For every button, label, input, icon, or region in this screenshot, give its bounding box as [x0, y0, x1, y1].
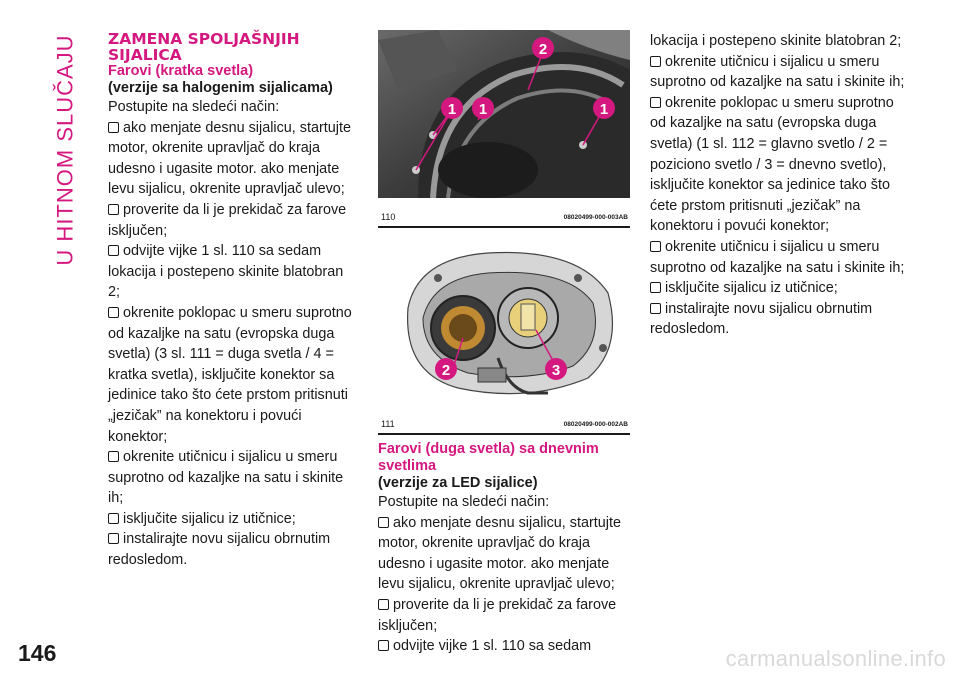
checkbox-bullet-icon — [378, 517, 389, 528]
step-text: okrenite utičnicu i sijalicu u smeru suprotno od kazaljke na satu i skinite ih; — [650, 53, 905, 91]
figure-code: 08020499-000-002AB — [563, 421, 628, 428]
svg-text:3: 3 — [551, 362, 561, 379]
step-item — [108, 303, 358, 447]
step-text: okrenite utičnicu i sijalicu u smeru suprotno od kazaljke na satu i skinite ih; — [650, 238, 905, 276]
step-item — [378, 595, 630, 636]
callout-1c — [593, 97, 615, 119]
step-item — [378, 513, 630, 595]
figure-110 — [378, 30, 630, 228]
subsection-variant: (verzije za LED sijalice) — [378, 475, 538, 491]
step-item — [108, 200, 358, 241]
continuation-text: lokacija i postepeno skinite blatobran 2; — [650, 33, 902, 49]
svg-text:1: 1 — [447, 101, 457, 118]
checkbox-bullet-icon — [108, 307, 119, 318]
checkbox-bullet-icon — [650, 97, 661, 108]
step-item — [108, 509, 358, 530]
step-item — [650, 278, 905, 299]
callout-3 — [545, 358, 567, 380]
figure-rule — [378, 226, 630, 228]
chapter-title: U HITNOM SLUČAJU — [53, 34, 78, 266]
figure-code: 08020499-000-003AB — [563, 214, 628, 221]
svg-text:2: 2 — [441, 362, 451, 379]
checkbox-bullet-icon — [108, 451, 119, 462]
checkbox-bullet-icon — [108, 122, 119, 133]
step-text: isključite sijalicu iz utičnice; — [123, 510, 296, 527]
step-item — [108, 118, 358, 200]
column-2 — [378, 441, 630, 657]
step-text: okrenite poklopac u smeru suprotno od kazaljke na satu (evropska duga svetla) (3 sl. 111 = duga svetla / 4 = kratka svetla), isključite konektor sa jedinice tako što ćete prstom pritisnuti „jezičak” na konektoru i povući konektor; — [108, 304, 352, 445]
checkbox-bullet-icon — [650, 241, 661, 252]
svg-text:1: 1 — [599, 101, 609, 118]
intro-text: Postupite na sledeći način: — [108, 99, 280, 115]
figure-number: 110 — [381, 212, 396, 222]
step-text: odvijte vijke 1 sl. 110 sa sedam — [393, 638, 592, 655]
figure-111 — [378, 238, 630, 435]
checkbox-bullet-icon — [108, 204, 119, 215]
subsection-title: Farovi (kratka svetla) — [108, 63, 254, 79]
chapter-tab — [48, 30, 84, 270]
section-title: ZAMENA SPOLJAŠNJIH SIJALICA — [108, 30, 300, 64]
wheel-arch-photo — [378, 30, 630, 198]
step-item — [650, 93, 905, 237]
watermark: carmanualsonline.info — [725, 646, 946, 671]
step-item — [108, 241, 358, 303]
step-text: okrenite poklopac u smeru suprotno od kazaljke na satu (evropska duga svetla) (1 sl. 112 = glavno svetlo / 2 = poziciono svetlo / 3 = dnevno svetlo), isključite konektor sa jedinice tako što ćete prstom pritisnuti „jezičak” na konektoru i povući konektor; — [650, 94, 894, 235]
step-text: ako menjate desnu sijalicu, startujte motor, okrenite upravljač do kraja udesno i ugasite motor. ako menjate levu sijalicu, okrenite upravljač ulevo; — [378, 514, 621, 593]
svg-text:1: 1 — [478, 101, 488, 118]
step-text: odvijte vijke 1 sl. 110 sa sedam lokacija i postepeno skinite blatobran 2; — [108, 243, 344, 301]
checkbox-bullet-icon — [650, 282, 661, 293]
subsection-title: Farovi (duga svetla) sa dnevnim svetlima — [378, 441, 599, 474]
step-list — [650, 52, 905, 340]
step-list — [378, 513, 630, 657]
intro-text: Postupite na sledeći način: — [378, 494, 550, 510]
step-text: okrenite utičnicu i sijalicu u smeru suprotno od kazaljke na satu i skinite ih; — [108, 449, 344, 507]
step-item — [650, 237, 905, 278]
step-text: proverite da li je prekidač za farove isključen; — [378, 596, 617, 634]
headlight-unit-photo — [378, 238, 630, 406]
callout-2 — [435, 358, 457, 380]
callout-1b — [472, 97, 494, 119]
step-item — [108, 529, 358, 570]
checkbox-bullet-icon — [108, 513, 119, 524]
step-item — [108, 447, 358, 509]
checkbox-bullet-icon — [108, 533, 119, 544]
checkbox-bullet-icon — [650, 56, 661, 67]
step-text: isključite sijalicu iz utičnice; — [665, 280, 838, 297]
step-item — [378, 636, 630, 657]
step-text: proverite da li je prekidač za farove isključen; — [108, 201, 347, 239]
page-number: 146 — [18, 640, 57, 666]
step-item — [650, 52, 905, 93]
figure-rule — [378, 433, 630, 435]
step-text: ako menjate desnu sijalicu, startujte motor, okrenite upravljač do kraja udesno i ugasite motor. ako menjate levu sijalicu, okrenite upravljač ulevo; — [108, 119, 351, 198]
column-1 — [108, 31, 358, 571]
checkbox-bullet-icon — [378, 599, 389, 610]
checkbox-bullet-icon — [650, 303, 661, 314]
checkbox-bullet-icon — [378, 640, 389, 651]
svg-text:2: 2 — [538, 41, 548, 58]
column-3 — [650, 31, 905, 340]
figure-number: 111 — [381, 419, 395, 429]
step-text: instalirajte novu sijalicu obrnutim redosledom. — [108, 531, 331, 569]
subsection-variant: (verzije sa halogenim sijalicama) — [108, 80, 333, 96]
checkbox-bullet-icon — [108, 245, 119, 256]
callout-1a — [441, 97, 463, 119]
step-text: instalirajte novu sijalicu obrnutim redosledom. — [650, 300, 873, 338]
step-list — [108, 118, 358, 571]
step-item — [650, 299, 905, 340]
callout-2 — [532, 37, 554, 59]
